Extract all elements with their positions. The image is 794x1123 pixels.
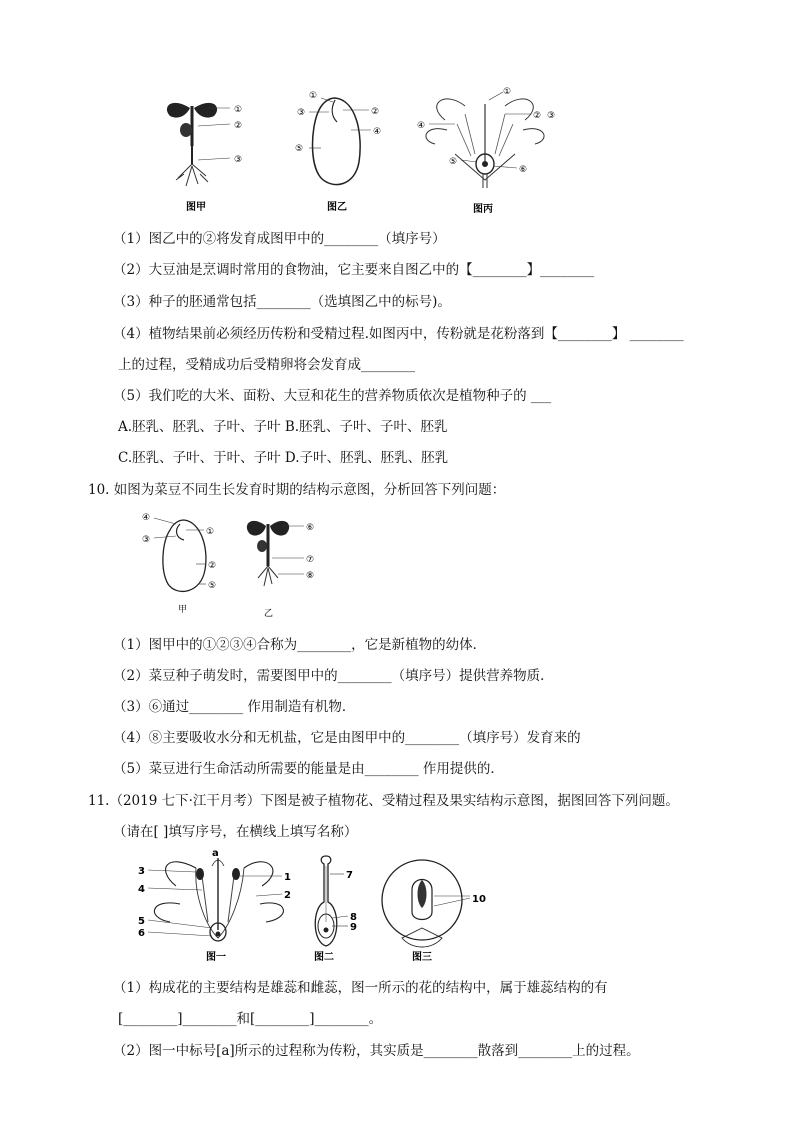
q9-part-3: （3）种子的胚通常包括________（选填图乙中的标号)。 (113, 294, 451, 310)
label: 10 (472, 894, 486, 905)
label: ⑧ (306, 571, 315, 581)
q9-part-2: （2）大豆油是烹调时常用的食物油，它主要来自图乙中的【________】________ (113, 262, 595, 278)
label: ④ (373, 127, 382, 137)
q10-part-2: （2）菜豆种子萌发时，需要图甲中的________（填序号）提供营养物质． (113, 668, 554, 684)
label: 2 (284, 890, 291, 901)
figure-caption: 甲 (178, 605, 188, 615)
q9-options-cd: C.胚乳、子叶、于叶、子叶 D.子叶、胚乳、胚乳、胚乳 (118, 450, 449, 466)
figure-caption: 乙 (264, 609, 274, 619)
label: 9 (350, 922, 357, 933)
label: ① (309, 91, 318, 101)
figure-fruit-3 (372, 846, 490, 964)
q11-part-1: （1）构成花的主要结构是雄蕊和雌蕊，图一所示的花的结构中，属于雄蕊结构的有 (113, 980, 608, 996)
label: 4 (138, 884, 145, 895)
q11-part-1-cont: [________]________和[________]________。 (118, 1011, 383, 1027)
label: 3 (138, 866, 145, 877)
q9-part-4-cont: 上的过程，受精成功后受精卵将会发育成________ (118, 357, 415, 373)
label: ① (206, 527, 215, 537)
label: ⑥ (519, 165, 528, 175)
label: ⑥ (306, 523, 315, 533)
label: ① (503, 87, 512, 97)
figure-bean-seed-jia (140, 508, 230, 616)
q9-part-4: （4）植物结果前必须经历传粉和受精过程.如图丙中，传粉就是花粉落到【________】 ________ (113, 326, 684, 342)
label: ② (234, 121, 243, 131)
q10-part-3: （3）⑥通过________ 作用制造有机物． (113, 699, 356, 715)
label: ④ (417, 121, 426, 131)
q9-part-5: （5）我们吃的大米、面粉、大豆和花生的营养物质依次是植物种子的 ___ (113, 388, 552, 404)
label: ⑦ (306, 555, 315, 565)
label: 8 (350, 912, 357, 923)
label: 5 (138, 916, 145, 927)
label: ② (533, 111, 542, 121)
q10-part-5: （5）菜豆进行生命活动所需要的能量是由________ 作用提供的． (113, 761, 504, 777)
label: a (212, 848, 219, 859)
label: ③ (297, 108, 306, 118)
label: ② (371, 107, 380, 117)
figure-caption: 图一 (206, 952, 226, 963)
figure-caption: 图甲 (186, 202, 206, 213)
label: ⑤ (295, 144, 304, 154)
label: ③ (547, 111, 556, 121)
figure-caption: 图丙 (473, 204, 493, 215)
figure-seed-yi (285, 86, 395, 216)
label: ⑤ (208, 581, 217, 591)
label: 1 (284, 872, 291, 883)
label: ⑤ (449, 157, 458, 167)
figure-bean-seedling-yi (238, 508, 328, 620)
label: 7 (346, 870, 353, 881)
q11-stem: 11.（2019 七下·江干月考）下图是被子植物花、受精过程及果实结构示意图，据图回答下列问题。 (88, 793, 679, 809)
figure-caption: 图三 (412, 952, 432, 963)
label: ③ (142, 535, 151, 545)
q11-note: （请在[ ]填写序号，在横线上填写名称） (113, 824, 358, 840)
q10-stem: 10. 如图为菜豆不同生长发育时期的结构示意图，分析回答下列问题： (88, 482, 506, 498)
figure-caption: 图乙 (327, 202, 347, 213)
figure-seedling-jia (150, 86, 270, 216)
label: ③ (234, 155, 243, 165)
figure-flower-bing (405, 84, 565, 216)
q11-part-2: （2）图一中标号[a]所示的过程称为传粉，其实质是________散落到________上的过程。 (113, 1043, 640, 1059)
q10-part-1: （1）图甲中的①②③④合称为________，它是新植物的幼体． (113, 637, 487, 653)
q10-part-4: （4）⑧主要吸收水分和无机盐，它是由图甲中的________（填序号）发育来的 (113, 730, 581, 746)
q9-options-ab: A.胚乳、胚乳、子叶、子叶 B.胚乳、子叶、子叶、胚乳 (118, 419, 448, 435)
label: ④ (142, 513, 151, 523)
figure-flower-1 (136, 846, 296, 964)
label: ① (234, 105, 243, 115)
q9-part-1: （1）图乙中的②将发育成图甲中的________（填序号） (113, 231, 446, 247)
label: ② (208, 561, 217, 571)
figure-caption: 图二 (314, 952, 334, 963)
label: 6 (138, 928, 145, 939)
figure-fertilization-2 (298, 846, 370, 964)
